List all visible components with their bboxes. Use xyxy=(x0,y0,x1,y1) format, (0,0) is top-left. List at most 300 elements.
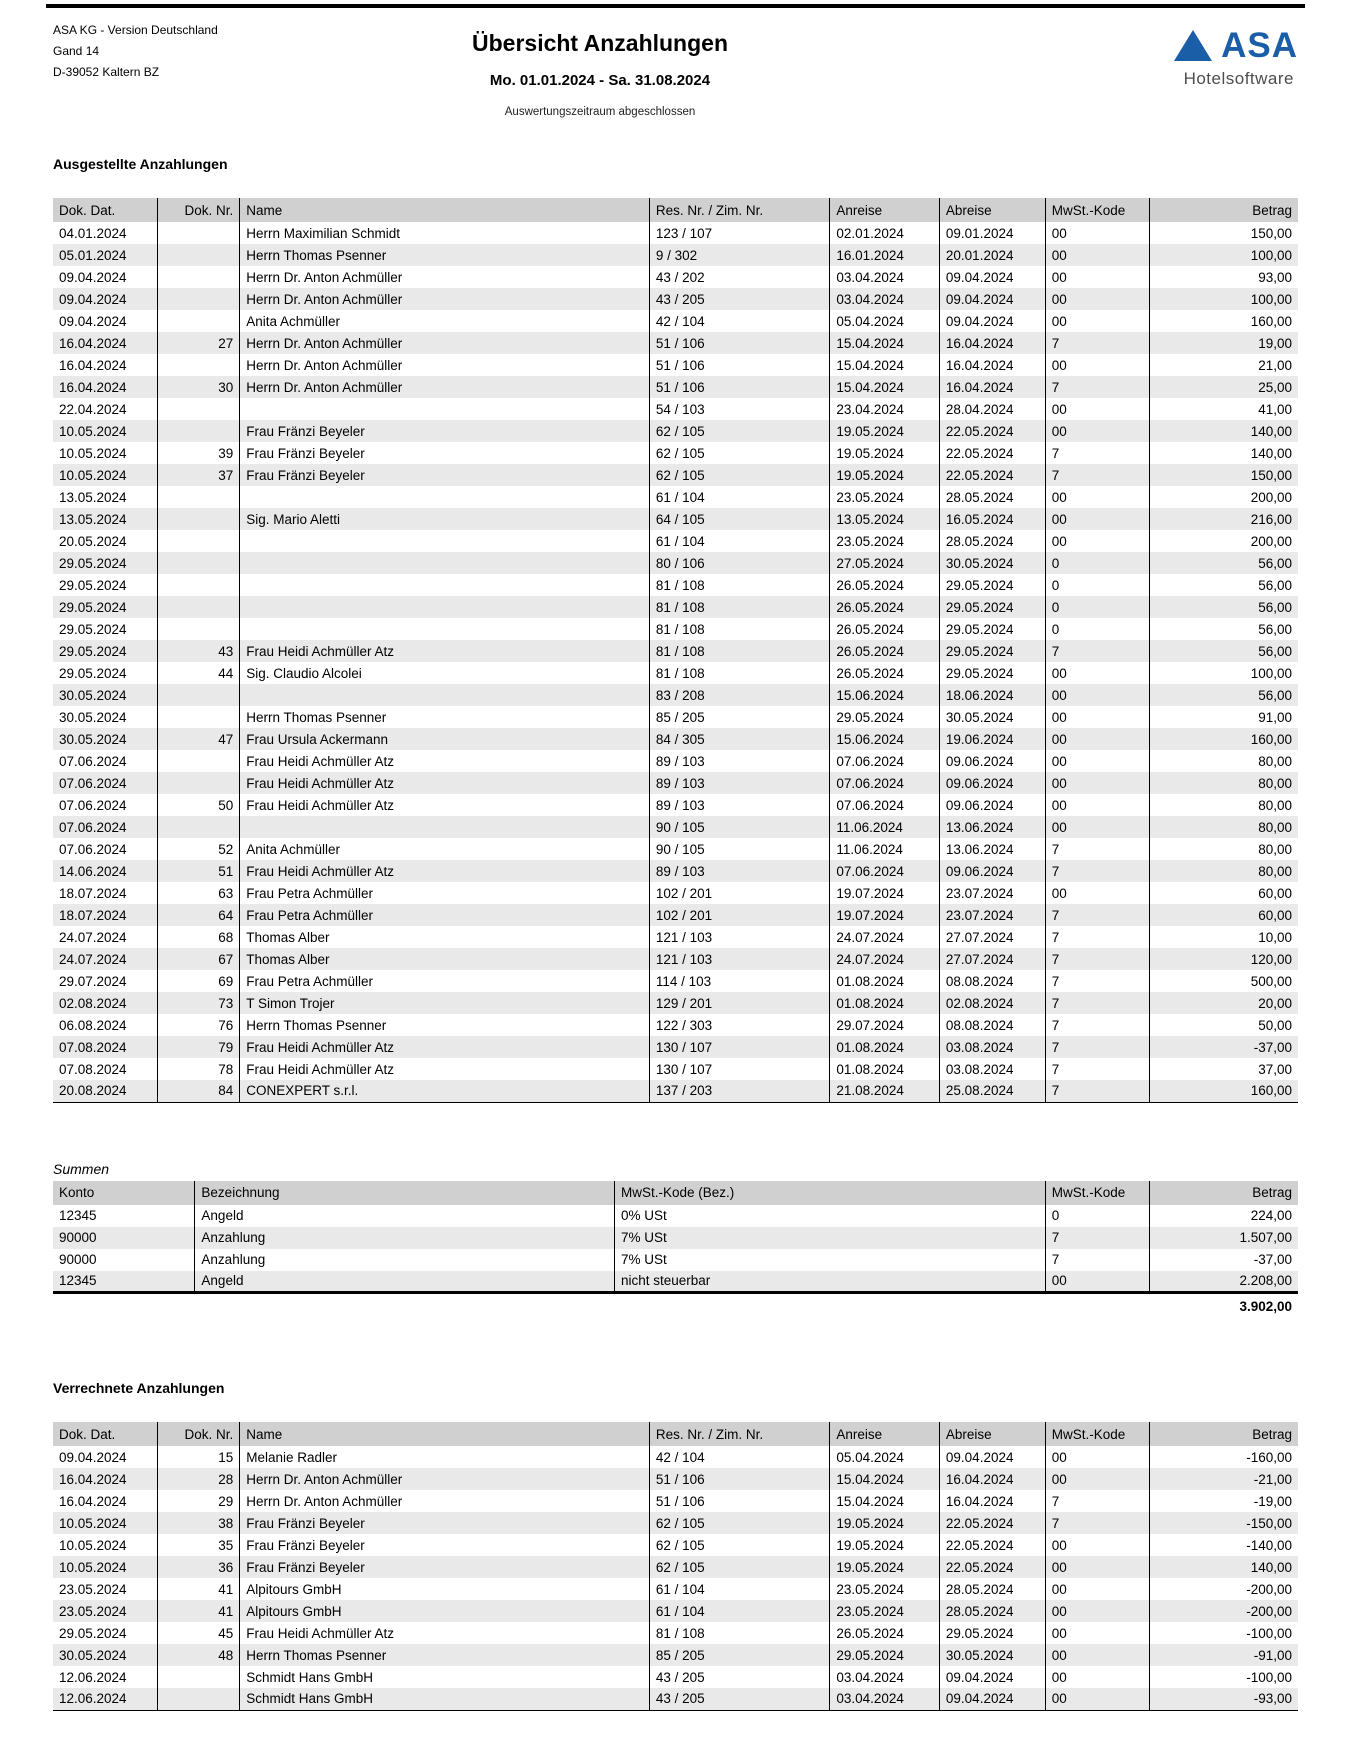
table-cell: 89 / 103 xyxy=(649,772,830,794)
page-title: Übersicht Anzahlungen xyxy=(472,30,728,56)
table-cell: 62 / 105 xyxy=(649,464,830,486)
table-cell: 43 xyxy=(158,640,240,662)
table-cell: 79 xyxy=(158,1036,240,1058)
table-cell: 62 / 105 xyxy=(649,1534,830,1556)
table-cell: 13.05.2024 xyxy=(830,508,940,530)
table-cell: 16.04.2024 xyxy=(939,376,1045,398)
table-cell: Frau Fränzi Beyeler xyxy=(240,1534,650,1556)
table-cell: -140,00 xyxy=(1150,1534,1298,1556)
table-cell: 7 xyxy=(1045,948,1150,970)
table-cell: 00 xyxy=(1045,794,1150,816)
table-cell: 29.05.2024 xyxy=(59,555,127,571)
table-cell: 22.05.2024 xyxy=(939,1512,1045,1534)
table-cell: Anita Achmüller xyxy=(240,310,650,332)
table-cell: 64 / 105 xyxy=(649,508,830,530)
table-cell: -37,00 xyxy=(1150,1249,1298,1271)
table-cell: 39 xyxy=(158,442,240,464)
table-cell: 23.05.2024 xyxy=(59,1603,127,1619)
table-cell: 27.07.2024 xyxy=(939,948,1045,970)
table-row xyxy=(53,1271,1298,1293)
table-cell: 93,00 xyxy=(1150,266,1298,288)
table-cell: 7 xyxy=(1045,926,1150,948)
table-cell: 27.05.2024 xyxy=(830,552,940,574)
table-cell: 29.05.2024 xyxy=(59,665,127,681)
table-cell: 23.05.2024 xyxy=(830,1578,940,1600)
table-cell: Herrn Dr. Anton Achmüller xyxy=(240,288,650,310)
table-cell: 00 xyxy=(1045,1688,1150,1710)
table-cell: 10.05.2024 xyxy=(59,1515,127,1531)
table-cell: 51 xyxy=(158,860,240,882)
table-cell: 15 xyxy=(158,1446,240,1468)
table-row xyxy=(53,376,1298,398)
table-cell: 24.07.2024 xyxy=(59,951,127,967)
table-cell: 30.05.2024 xyxy=(59,731,127,747)
table-cell: -100,00 xyxy=(1150,1622,1298,1644)
table-cell: 160,00 xyxy=(1150,1080,1298,1102)
column-header: MwSt.-Kode xyxy=(1045,1181,1150,1205)
table-cell: 08.08.2024 xyxy=(939,1014,1045,1036)
table-cell: 30.05.2024 xyxy=(939,552,1045,574)
table-row xyxy=(53,1058,1298,1080)
table-cell: 28.05.2024 xyxy=(939,486,1045,508)
table-cell xyxy=(240,618,650,640)
table-cell: 7 xyxy=(1045,970,1150,992)
table-cell: 29.07.2024 xyxy=(59,973,127,989)
table-cell: 7 xyxy=(1045,1490,1150,1512)
table-cell: Frau Fränzi Beyeler xyxy=(240,420,650,442)
table-cell: 0 xyxy=(1045,1205,1150,1227)
table-cell: 140,00 xyxy=(1150,442,1298,464)
logo-sub-text: Hotelsoftware xyxy=(1183,69,1294,88)
table-cell xyxy=(158,530,240,552)
column-header: Dok. Dat. xyxy=(59,202,116,218)
table-cell: Frau Heidi Achmüller Atz xyxy=(240,794,650,816)
table-cell: 7 xyxy=(1045,992,1150,1014)
table-cell: 16.04.2024 xyxy=(59,379,127,395)
table-row xyxy=(53,1205,1298,1227)
table-cell: 23.05.2024 xyxy=(59,1581,127,1597)
column-header: Konto xyxy=(59,1185,95,1200)
table-cell: 00 xyxy=(1045,750,1150,772)
table-cell: 80,00 xyxy=(1150,794,1298,816)
table-cell: Thomas Alber xyxy=(240,948,650,970)
table-cell: 09.04.2024 xyxy=(59,291,127,307)
table-row xyxy=(53,508,1298,530)
table-cell xyxy=(158,1666,240,1688)
table-cell xyxy=(158,684,240,706)
table-row xyxy=(53,420,1298,442)
table-cell: Frau Heidi Achmüller Atz xyxy=(240,750,650,772)
table-cell: 122 / 303 xyxy=(649,1014,830,1036)
column-header: Dok. Nr. xyxy=(158,1422,240,1446)
table-cell: 03.04.2024 xyxy=(830,1666,940,1688)
table-cell xyxy=(158,486,240,508)
table-cell: 10.05.2024 xyxy=(59,467,127,483)
table-cell: 15.06.2024 xyxy=(830,728,940,750)
company-line: ASA KG - Version Deutschland xyxy=(53,23,218,37)
table-header-row xyxy=(53,198,1298,222)
table-cell xyxy=(158,288,240,310)
table-cell: Frau Fränzi Beyeler xyxy=(240,1512,650,1534)
table-cell: 16.04.2024 xyxy=(939,354,1045,376)
table-cell: 0% USt xyxy=(614,1205,1045,1227)
table-row xyxy=(53,1622,1298,1644)
table-cell xyxy=(158,618,240,640)
table-cell: 07.06.2024 xyxy=(830,794,940,816)
table-cell: Herrn Thomas Psenner xyxy=(240,1644,650,1666)
table-cell: 00 xyxy=(1045,1644,1150,1666)
table-row xyxy=(53,684,1298,706)
table-row xyxy=(53,860,1298,882)
table-cell: 01.08.2024 xyxy=(830,1058,940,1080)
table-row xyxy=(53,794,1298,816)
table-cell: 09.04.2024 xyxy=(59,269,127,285)
table-cell: 140,00 xyxy=(1150,420,1298,442)
table-cell: 03.08.2024 xyxy=(939,1058,1045,1080)
table-row xyxy=(53,1446,1298,1468)
table-cell: 41,00 xyxy=(1150,398,1298,420)
table-cell: 00 xyxy=(1045,420,1150,442)
table-cell: 89 / 103 xyxy=(649,794,830,816)
table-cell: 7 xyxy=(1045,464,1150,486)
table-cell: 36 xyxy=(158,1556,240,1578)
table-row xyxy=(53,970,1298,992)
table-cell xyxy=(158,508,240,530)
table-cell: 07.06.2024 xyxy=(830,750,940,772)
table-cell: 7 xyxy=(1045,860,1150,882)
table-cell: 10.05.2024 xyxy=(59,445,127,461)
table-cell: 28.04.2024 xyxy=(939,398,1045,420)
table-cell: 80,00 xyxy=(1150,772,1298,794)
table-cell: 160,00 xyxy=(1150,310,1298,332)
table-cell: 23.05.2024 xyxy=(830,486,940,508)
table-cell: 21,00 xyxy=(1150,354,1298,376)
table-cell: 19.05.2024 xyxy=(830,1556,940,1578)
table-cell: 56,00 xyxy=(1150,596,1298,618)
table-cell: Angeld xyxy=(195,1271,615,1293)
table-cell: 160,00 xyxy=(1150,728,1298,750)
table-cell: 7 xyxy=(1045,1058,1150,1080)
table-cell: 216,00 xyxy=(1150,508,1298,530)
table-cell: 15.06.2024 xyxy=(830,684,940,706)
table-cell: 200,00 xyxy=(1150,486,1298,508)
table-cell: 18.07.2024 xyxy=(59,885,127,901)
table-cell: 12.06.2024 xyxy=(59,1669,127,1685)
table-cell: 60,00 xyxy=(1150,882,1298,904)
table-cell: 85 / 205 xyxy=(649,1644,830,1666)
table-cell: Herrn Dr. Anton Achmüller xyxy=(240,266,650,288)
column-header: Abreise xyxy=(939,1422,1045,1446)
table-cell: 00 xyxy=(1045,266,1150,288)
table-cell: 27 xyxy=(158,332,240,354)
table-row xyxy=(53,926,1298,948)
table-cell: 56,00 xyxy=(1150,552,1298,574)
table-cell: 80,00 xyxy=(1150,860,1298,882)
column-header: Res. Nr. / Zim. Nr. xyxy=(649,198,830,222)
table-cell: 00 xyxy=(1045,1446,1150,1468)
table-cell: 56,00 xyxy=(1150,618,1298,640)
table-cell xyxy=(158,222,240,244)
table-cell: 51 / 106 xyxy=(649,376,830,398)
table-cell: 200,00 xyxy=(1150,530,1298,552)
table-cell: 29.05.2024 xyxy=(830,706,940,728)
table-cell: 30.05.2024 xyxy=(939,1644,1045,1666)
table-cell: Anita Achmüller xyxy=(240,838,650,860)
logo-row xyxy=(1174,28,1298,63)
table-cell xyxy=(158,310,240,332)
column-header: Dok. Nr. xyxy=(158,198,240,222)
column-header: Abreise xyxy=(939,198,1045,222)
table-cell: 29.05.2024 xyxy=(939,640,1045,662)
table-cell xyxy=(240,684,650,706)
table-cell: 00 xyxy=(1045,1600,1150,1622)
logo-brand-text: ASA xyxy=(1221,26,1298,65)
table-cell: 7% USt xyxy=(614,1249,1045,1271)
table-cell: 16.04.2024 xyxy=(939,1468,1045,1490)
table-cell xyxy=(158,816,240,838)
table-cell: 63 xyxy=(158,882,240,904)
table-cell: 13.06.2024 xyxy=(939,838,1045,860)
report-header xyxy=(53,18,1298,118)
table-cell: 26.05.2024 xyxy=(830,574,940,596)
table-cell: 28.05.2024 xyxy=(939,530,1045,552)
table-cell: Herrn Dr. Anton Achmüller xyxy=(240,1468,650,1490)
table-cell: 23.05.2024 xyxy=(830,530,940,552)
table-cell: 30.05.2024 xyxy=(59,1647,127,1663)
table-cell: Herrn Thomas Psenner xyxy=(240,244,650,266)
table-cell: 81 / 108 xyxy=(649,662,830,684)
report-status: Auswertungszeitraum abgeschlossen xyxy=(504,106,696,118)
table-cell: 7 xyxy=(1045,1249,1150,1271)
table-cell: 25.08.2024 xyxy=(939,1080,1045,1102)
table-row xyxy=(53,310,1298,332)
table-row xyxy=(53,1036,1298,1058)
table-cell: 00 xyxy=(1045,1666,1150,1688)
table-cell: 09.04.2024 xyxy=(939,288,1045,310)
table-cell: 25,00 xyxy=(1150,376,1298,398)
table-cell xyxy=(158,772,240,794)
table-row xyxy=(53,552,1298,574)
table-cell: 56,00 xyxy=(1150,574,1298,596)
issued-deposits-table xyxy=(53,198,1298,1103)
table-cell: Schmidt Hans GmbH xyxy=(240,1666,650,1688)
table-cell: 03.08.2024 xyxy=(939,1036,1045,1058)
table-cell xyxy=(158,596,240,618)
table-row xyxy=(53,1534,1298,1556)
table-cell: 129 / 201 xyxy=(649,992,830,1014)
table-cell: 51 / 106 xyxy=(649,332,830,354)
table-row xyxy=(53,288,1298,310)
table-cell: 7% USt xyxy=(614,1227,1045,1249)
table-cell: 81 / 108 xyxy=(649,618,830,640)
table-cell: 00 xyxy=(1045,684,1150,706)
table-row xyxy=(53,222,1298,244)
table-row xyxy=(53,882,1298,904)
table-cell: 67 xyxy=(158,948,240,970)
table-cell: 51 / 106 xyxy=(649,1490,830,1512)
table-cell: 26.05.2024 xyxy=(830,1622,940,1644)
table-cell: 19.05.2024 xyxy=(830,442,940,464)
table-cell: 26.05.2024 xyxy=(830,662,940,684)
column-header: Betrag xyxy=(1150,1422,1298,1446)
table-cell: 22.05.2024 xyxy=(939,464,1045,486)
table-cell: 137 / 203 xyxy=(649,1080,830,1102)
table-cell: 0 xyxy=(1045,552,1150,574)
table-cell: 28 xyxy=(158,1468,240,1490)
table-cell: 47 xyxy=(158,728,240,750)
table-cell: 23.07.2024 xyxy=(939,904,1045,926)
table-row xyxy=(53,772,1298,794)
table-cell: 09.04.2024 xyxy=(59,313,127,329)
table-cell: 00 xyxy=(1045,706,1150,728)
table-cell: 00 xyxy=(1045,486,1150,508)
table-row xyxy=(53,662,1298,684)
table-cell: 50 xyxy=(158,794,240,816)
table-cell: 03.04.2024 xyxy=(830,266,940,288)
table-cell: 00 xyxy=(1045,772,1150,794)
table-cell: -21,00 xyxy=(1150,1468,1298,1490)
table-cell: 15.04.2024 xyxy=(830,1468,940,1490)
table-cell: 20.05.2024 xyxy=(59,533,127,549)
table-cell: 07.06.2024 xyxy=(59,841,127,857)
table-cell: Sig. Mario Aletti xyxy=(240,508,650,530)
table-cell: 61 / 104 xyxy=(649,1600,830,1622)
table-row xyxy=(53,1578,1298,1600)
table-cell: 12.06.2024 xyxy=(59,1691,127,1707)
table-cell: 02.08.2024 xyxy=(939,992,1045,1014)
table-cell: 42 / 104 xyxy=(649,310,830,332)
column-header: Anreise xyxy=(830,198,940,222)
table-cell: 26.05.2024 xyxy=(830,596,940,618)
table-cell: 28.05.2024 xyxy=(939,1600,1045,1622)
table-cell: 81 / 108 xyxy=(649,1622,830,1644)
table-row xyxy=(53,1644,1298,1666)
table-cell: 20.08.2024 xyxy=(59,1083,127,1099)
table-cell: 00 xyxy=(1045,1556,1150,1578)
table-cell: 7 xyxy=(1045,442,1150,464)
table-cell: 03.04.2024 xyxy=(830,288,940,310)
table-cell: 29.05.2024 xyxy=(59,621,127,637)
table-cell: 7 xyxy=(1045,376,1150,398)
table-cell: -200,00 xyxy=(1150,1578,1298,1600)
table-cell: 06.08.2024 xyxy=(59,1017,127,1033)
table-cell xyxy=(158,750,240,772)
table-cell: 23.04.2024 xyxy=(830,398,940,420)
table-cell: 114 / 103 xyxy=(649,970,830,992)
table-cell: 83 / 208 xyxy=(649,684,830,706)
table-cell: Frau Fränzi Beyeler xyxy=(240,1556,650,1578)
table-cell: 43 / 205 xyxy=(649,288,830,310)
table-cell: Herrn Thomas Psenner xyxy=(240,1014,650,1036)
table-cell: -37,00 xyxy=(1150,1036,1298,1058)
table-cell: 07.06.2024 xyxy=(59,775,127,791)
table-cell xyxy=(158,398,240,420)
table-cell: 15.04.2024 xyxy=(830,376,940,398)
table-cell: 02.08.2024 xyxy=(59,995,127,1011)
table-cell: 30.05.2024 xyxy=(59,709,127,725)
table-cell: T Simon Trojer xyxy=(240,992,650,1014)
table-cell: 07.08.2024 xyxy=(59,1061,127,1077)
top-rule xyxy=(46,4,1305,8)
table-cell: Herrn Dr. Anton Achmüller xyxy=(240,1490,650,1512)
column-header: Res. Nr. / Zim. Nr. xyxy=(649,1422,830,1446)
table-cell: 61 / 104 xyxy=(649,530,830,552)
table-cell: 54 / 103 xyxy=(649,398,830,420)
table-cell: 24.07.2024 xyxy=(830,948,940,970)
table-header-row xyxy=(53,1181,1298,1205)
table-cell: 09.04.2024 xyxy=(939,310,1045,332)
table-cell: 30.05.2024 xyxy=(59,687,127,703)
table-cell: 09.04.2024 xyxy=(939,266,1045,288)
table-cell: 84 xyxy=(158,1080,240,1102)
table-cell: 18.06.2024 xyxy=(939,684,1045,706)
table-cell: 100,00 xyxy=(1150,244,1298,266)
table-cell: 07.06.2024 xyxy=(830,772,940,794)
table-cell: 7 xyxy=(1045,1014,1150,1036)
table-cell: Herrn Dr. Anton Achmüller xyxy=(240,354,650,376)
table-cell: Frau Heidi Achmüller Atz xyxy=(240,772,650,794)
column-header: Bezeichnung xyxy=(195,1181,615,1205)
table-cell: Anzahlung xyxy=(195,1227,615,1249)
table-cell: 37 xyxy=(158,464,240,486)
table-cell: 64 xyxy=(158,904,240,926)
table-cell: 18.07.2024 xyxy=(59,907,127,923)
table-cell: 21.08.2024 xyxy=(830,1080,940,1102)
table-cell: 121 / 103 xyxy=(649,948,830,970)
table-cell: 00 xyxy=(1045,288,1150,310)
table-cell: 00 xyxy=(1045,530,1150,552)
table-row xyxy=(53,838,1298,860)
table-cell: 7 xyxy=(1045,332,1150,354)
table-cell: 102 / 201 xyxy=(649,882,830,904)
table-cell: 7 xyxy=(1045,1080,1150,1102)
table-cell: 68 xyxy=(158,926,240,948)
table-cell: 29.05.2024 xyxy=(59,1625,127,1641)
table-cell: 16.05.2024 xyxy=(939,508,1045,530)
table-cell: 150,00 xyxy=(1150,222,1298,244)
table-cell xyxy=(240,596,650,618)
table-row xyxy=(53,618,1298,640)
table-row xyxy=(53,750,1298,772)
table-cell: 91,00 xyxy=(1150,706,1298,728)
table-row xyxy=(53,904,1298,926)
table-cell: 00 xyxy=(1045,1578,1150,1600)
table-cell: nicht steuerbar xyxy=(614,1271,1045,1293)
table-cell: 12345 xyxy=(59,1273,97,1289)
table-cell: Frau Petra Achmüller xyxy=(240,904,650,926)
table-row xyxy=(53,1080,1298,1102)
table-cell: 22.05.2024 xyxy=(939,420,1045,442)
table-cell: 16.04.2024 xyxy=(59,1471,127,1487)
table-cell: 00 xyxy=(1045,728,1150,750)
table-cell: Frau Heidi Achmüller Atz xyxy=(240,1036,650,1058)
table-cell: 78 xyxy=(158,1058,240,1080)
table-cell: 2.208,00 xyxy=(1150,1271,1298,1293)
table-cell: 150,00 xyxy=(1150,464,1298,486)
table-cell: 09.01.2024 xyxy=(939,222,1045,244)
settled-deposits-table xyxy=(53,1422,1298,1711)
table-cell: 24.07.2024 xyxy=(830,926,940,948)
table-row xyxy=(53,464,1298,486)
table-cell: 56,00 xyxy=(1150,684,1298,706)
table-row xyxy=(53,706,1298,728)
table-cell: 0 xyxy=(1045,618,1150,640)
table-cell: Frau Heidi Achmüller Atz xyxy=(240,1058,650,1080)
table-row xyxy=(53,266,1298,288)
table-cell xyxy=(240,816,650,838)
table-cell xyxy=(240,486,650,508)
table-cell: 01.08.2024 xyxy=(830,1036,940,1058)
